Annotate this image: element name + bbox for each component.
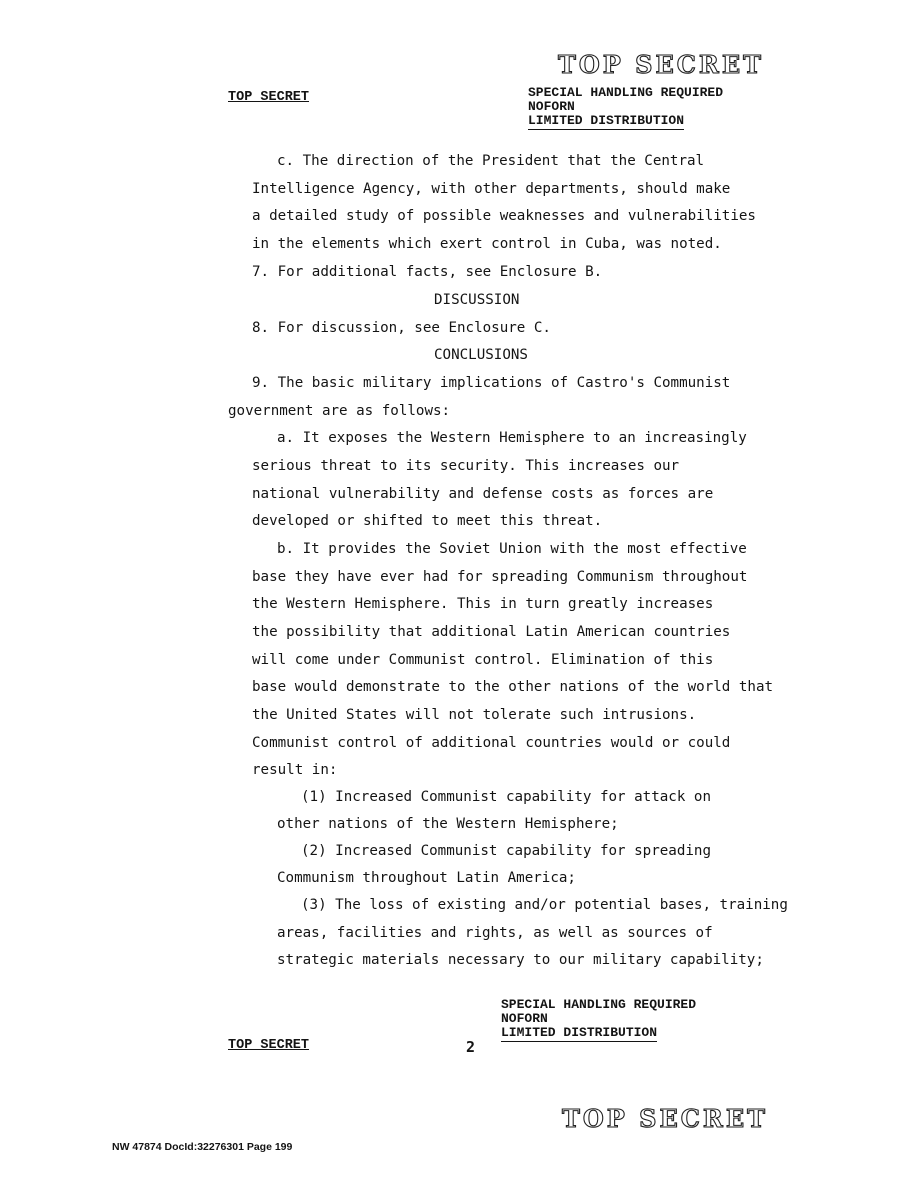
body-line: a. It exposes the Western Hemisphere to an increasingly	[277, 430, 747, 446]
body-line: developed or shifted to meet this threat.	[252, 513, 603, 529]
body-line: the possibility that additional Latin American countries	[252, 624, 731, 640]
body-line: a detailed study of possible weaknesses and vulnerabilities	[252, 208, 756, 224]
body-line: 9. The basic military implications of Castro's Communist	[252, 375, 731, 391]
body-line: base they have ever had for spreading Communism throughout	[252, 569, 748, 585]
body-line: c. The direction of the President that the Central	[277, 153, 705, 169]
handling-line-1: SPECIAL HANDLING REQUIRED	[501, 997, 697, 1012]
top-secret-stamp-bottom: TOP SECRET	[562, 1104, 768, 1133]
top-secret-stamp-top: TOP SECRET	[558, 50, 764, 79]
body-line: Communist control of additional countries would or could	[252, 735, 731, 751]
body-line: in the elements which exert control in Cuba, was noted.	[252, 236, 722, 252]
page-number: 2	[466, 1038, 476, 1056]
handling-block-top	[528, 86, 723, 130]
body-line: Intelligence Agency, with other departments, should make	[252, 181, 731, 197]
section-heading-conclusions: CONCLUSIONS	[434, 347, 528, 363]
handling-line-3: LIMITED DISTRIBUTION	[501, 1025, 658, 1040]
handling-block-bottom	[501, 998, 696, 1042]
body-line: serious threat to its security. This increases our	[252, 458, 680, 474]
handling-line-2: NOFORN	[528, 99, 575, 114]
classification-top-left: TOP SECRET	[228, 90, 310, 105]
section-heading-discussion: DISCUSSION	[434, 292, 520, 308]
classification-bottom-left: TOP SECRET	[228, 1038, 310, 1053]
body-line: result in:	[252, 762, 338, 778]
archive-footer: NW 47874 DocId:32276301 Page 199	[112, 1141, 293, 1153]
handling-line-1: SPECIAL HANDLING REQUIRED	[528, 85, 724, 100]
body-line: areas, facilities and rights, as well as sources of	[277, 925, 713, 941]
body-line: other nations of the Western Hemisphere;	[277, 816, 619, 832]
body-line: (3) The loss of existing and/or potential bases, training	[301, 897, 788, 913]
body-line: national vulnerability and defense costs as forces are	[252, 486, 714, 502]
body-line: b. It provides the Soviet Union with the most effective	[277, 541, 747, 557]
body-line: 8. For discussion, see Enclosure C.	[252, 320, 551, 336]
body-line: the United States will not tolerate such intrusions.	[252, 707, 697, 723]
body-line: government are as follows:	[228, 403, 451, 419]
body-line: (1) Increased Communist capability for attack on	[301, 789, 711, 805]
body-line: (2) Increased Communist capability for spreading	[301, 843, 711, 859]
body-line: Communism throughout Latin America;	[277, 870, 576, 886]
body-line: the Western Hemisphere. This in turn greatly increases	[252, 596, 714, 612]
body-line: 7. For additional facts, see Enclosure B.	[252, 264, 603, 280]
body-line: strategic materials necessary to our military capability;	[277, 952, 764, 968]
body-line: base would demonstrate to the other nations of the world that	[252, 679, 774, 695]
body-line: will come under Communist control. Elimination of this	[252, 652, 714, 668]
handling-line-2: NOFORN	[501, 1011, 548, 1026]
handling-line-3: LIMITED DISTRIBUTION	[528, 113, 685, 128]
